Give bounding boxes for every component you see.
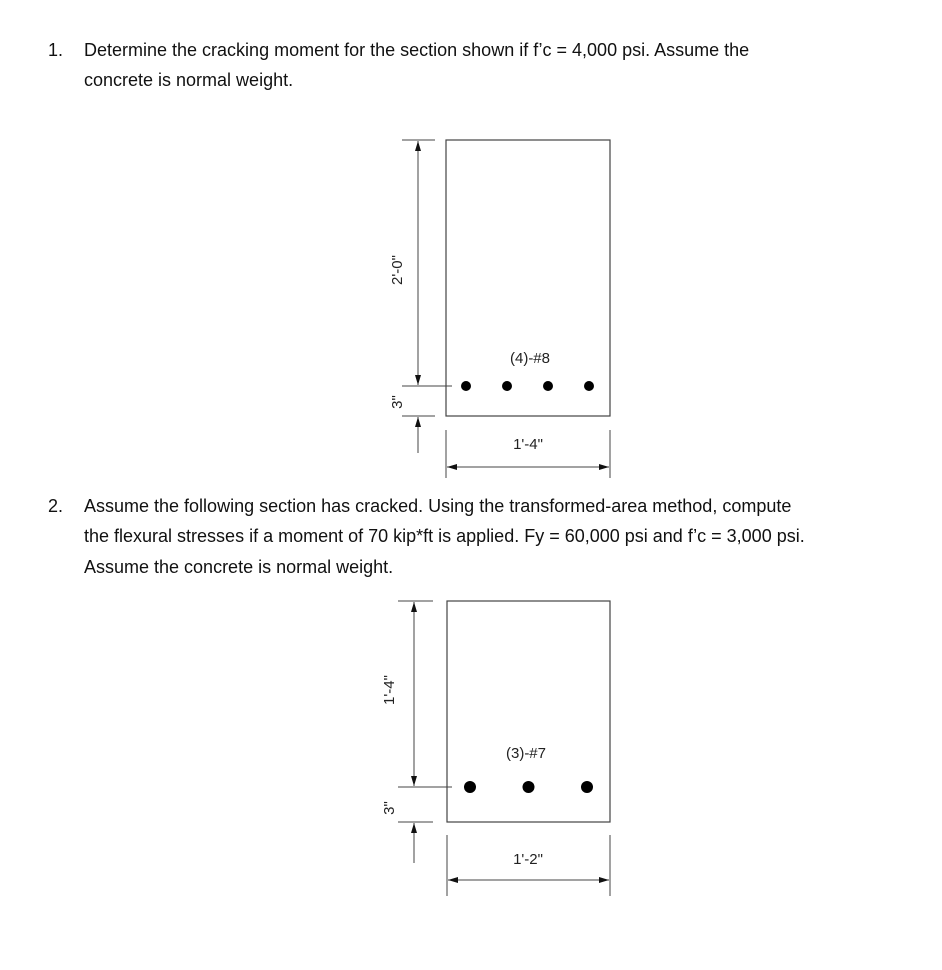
rebar-group bbox=[464, 781, 593, 793]
rebar-dot bbox=[543, 381, 553, 391]
problem-2-text-line: Assume the concrete is normal weight. bbox=[84, 557, 394, 577]
width-label: 1'-2" bbox=[513, 851, 543, 868]
beam-outline bbox=[446, 140, 610, 416]
height-label: 2'-0" bbox=[389, 255, 406, 285]
height-label: 1'-4" bbox=[381, 675, 398, 705]
problem-2-text-line: the flexural stresses if a moment of 70 kip*ft is applied. Fy = 60,000 psi and f’c = 3,000 psi. bbox=[84, 526, 805, 546]
rebar-dot bbox=[584, 381, 594, 391]
figure-1-section bbox=[389, 140, 610, 478]
rebar-dot bbox=[464, 781, 476, 793]
problem-2-text-line: Assume the following section has cracked. Using the transformed-area method, compute bbox=[84, 496, 792, 516]
problem-2-number: 2. bbox=[48, 496, 64, 516]
figure-2-section bbox=[381, 601, 610, 896]
rebar-group bbox=[461, 381, 594, 391]
bars-label: (4)-#8 bbox=[509, 350, 551, 367]
width-label: 1'-4" bbox=[513, 436, 543, 453]
cover-label: 3" bbox=[389, 395, 406, 409]
rebar-dot bbox=[523, 781, 535, 793]
rebar-dot bbox=[502, 381, 512, 391]
bars-label: (3)-#7 bbox=[505, 745, 547, 762]
rebar-dot bbox=[461, 381, 471, 391]
problem-1-number: 1. bbox=[48, 40, 64, 60]
rebar-dot bbox=[581, 781, 593, 793]
cover-label: 3" bbox=[381, 801, 398, 815]
problem-1-text-line: concrete is normal weight. bbox=[84, 70, 294, 90]
problem-1-text-line: Determine the cracking moment for the section shown if f’c = 4,000 psi. Assume the bbox=[84, 40, 750, 60]
